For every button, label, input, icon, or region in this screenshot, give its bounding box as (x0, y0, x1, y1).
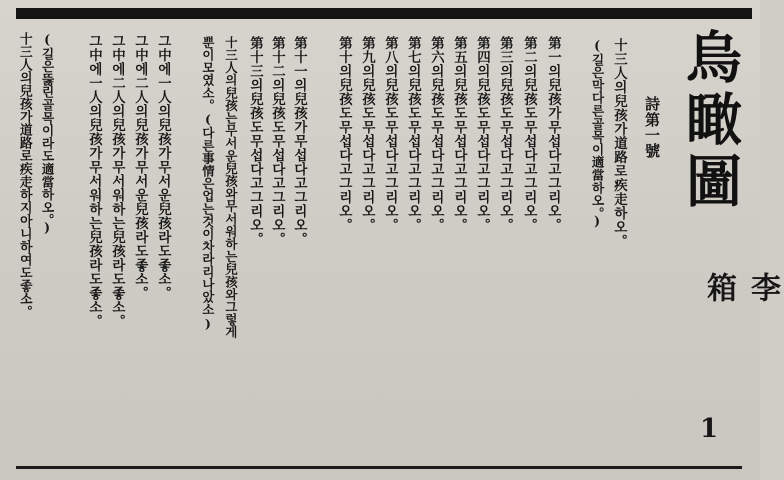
poem-line: 第十三의兒孩도무섭다고그리오。 (247, 36, 264, 246)
poem-line: 第三의兒孩도무섭다고그리오。 (497, 36, 514, 232)
poem-line: 그中에二人의兒孩가무서운兒孩라도좋소。 (132, 34, 149, 300)
bottom-rule (16, 466, 742, 469)
poem-line: (길은뚫린골목이라도適當하오。) (39, 32, 55, 236)
poem-line: 第二의兒孩도무섭다고그리오。 (521, 36, 538, 232)
poem-line: 十三人의兒孩가道路로疾走하지아니하여도좋소。 (16, 32, 32, 318)
poem-line: 十三人의兒孩가道路로疾走하오。 (611, 38, 628, 248)
poem-subtitle: 詩第一號 (643, 96, 661, 159)
poem-line: 그中에一人의兒孩가무서워하는兒孩라도좋소。 (86, 34, 103, 328)
poem-line: 第五의兒孩도무섭다고그리오。 (451, 36, 468, 232)
poem-line: 第四의兒孩도무섭다고그리오。 (474, 36, 491, 232)
poem-title: 烏瞰圖 (677, 28, 743, 214)
poem-line: (길은막다른골목이適當하오。) (589, 38, 605, 229)
poem-line: 第一의兒孩가무섭다고그리오。 (545, 36, 562, 232)
poem-line: 第七의兒孩도무섭다고그리오。 (405, 36, 422, 232)
page-number: 1 (700, 414, 719, 444)
poem-line: 그中에二人의兒孩가무서워하는兒孩라도좋소。 (109, 34, 126, 328)
poem-line: 第九의兒孩도무섭다고그리오。 (359, 36, 376, 232)
poem-line: 十三人의兒孩는무서운兒孩와무서워하는兒孩와그렇게 (223, 36, 239, 339)
poem-line: 第八의兒孩도무섭다고그리오。 (382, 36, 399, 232)
top-rule (16, 8, 752, 19)
author-name: 李 箱 (701, 272, 780, 342)
poem-line: 第十二의兒孩도무섭다고그리오。 (269, 36, 286, 246)
poem-line: 第六의兒孩도무섭다고그리오。 (428, 36, 445, 232)
poem-line: 第十一의兒孩가무섭다고그리오。 (291, 36, 308, 246)
poem-line: 그中에一人의兒孩가무서운兒孩라도좋소。 (155, 34, 172, 300)
poem-line: 뿐이모였소。(다른事情은업는것이차라리나았소) (200, 36, 216, 331)
poem-line: 第十의兒孩도무섭다고그리오。 (336, 36, 353, 232)
